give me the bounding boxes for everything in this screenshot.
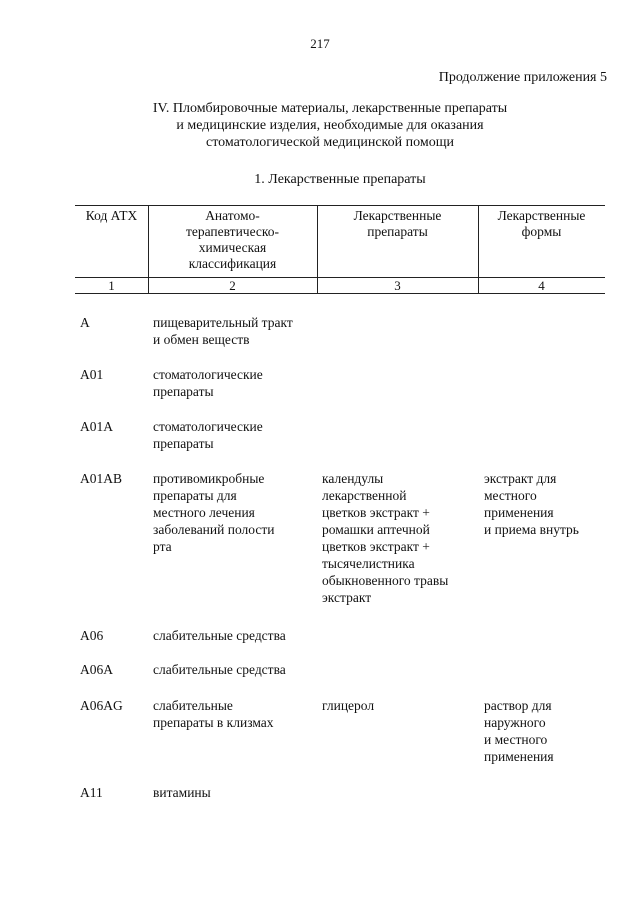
header-classification: Анатомо- терапевтическо- химическая классификация <box>185 208 280 271</box>
row-classification: стоматологические препараты <box>153 419 263 451</box>
row-classification: слабительные препараты в клизмах <box>153 698 274 730</box>
continuation-label: Продолжение приложения 5 <box>438 70 607 85</box>
section-title-line: стоматологической медицинской помощи <box>205 135 454 150</box>
row-code: A06AG <box>80 698 123 713</box>
row-drugs: глицерол <box>322 698 375 713</box>
header-forms: Лекарственные формы <box>497 208 586 239</box>
section-title-line: и медицинские изделия, необходимые для оказания <box>176 118 484 133</box>
row-code: A11 <box>80 785 103 800</box>
row-forms: экстракт для местного применения и приема внутрь <box>484 471 579 537</box>
column-number: 1 <box>108 278 115 293</box>
table-header-top-rule <box>75 205 605 206</box>
row-classification: слабительные средства <box>153 662 286 677</box>
subsection-title: 1. Лекарственные препараты <box>254 172 426 187</box>
row-classification: противомикробные препараты для местного лечения заболеваний полости рта <box>153 471 275 554</box>
row-code: A <box>80 315 90 330</box>
header-drugs: Лекарственные препараты <box>353 208 442 239</box>
row-classification: витамины <box>153 785 211 800</box>
column-number: 2 <box>229 278 236 293</box>
row-forms: раствор для наружного и местного применения <box>484 698 554 764</box>
section-title-line: IV. Пломбировочные материалы, лекарственные препараты <box>152 101 508 116</box>
row-drugs: календулы лекарственной цветков экстракт + ромашки аптечной цветков экстракт + тысячелистника обыкновенного травы экстракт <box>322 471 449 605</box>
header-atc-code: Код АТХ <box>85 208 138 223</box>
row-code: A06 <box>80 628 104 643</box>
row-classification: слабительные средства <box>153 628 286 643</box>
row-classification: пищеварительный тракт и обмен веществ <box>153 315 293 347</box>
row-code: A01AB <box>80 471 123 486</box>
row-code: A06A <box>80 662 113 677</box>
row-code: A01A <box>80 419 113 434</box>
column-number: 3 <box>394 278 401 293</box>
row-classification: стоматологические препараты <box>153 367 263 399</box>
column-number: 4 <box>538 278 545 293</box>
section-title <box>60 100 600 151</box>
row-code: A01 <box>80 367 104 382</box>
table-header-bottom-rule <box>75 293 605 294</box>
page-number: 217 <box>310 36 330 51</box>
